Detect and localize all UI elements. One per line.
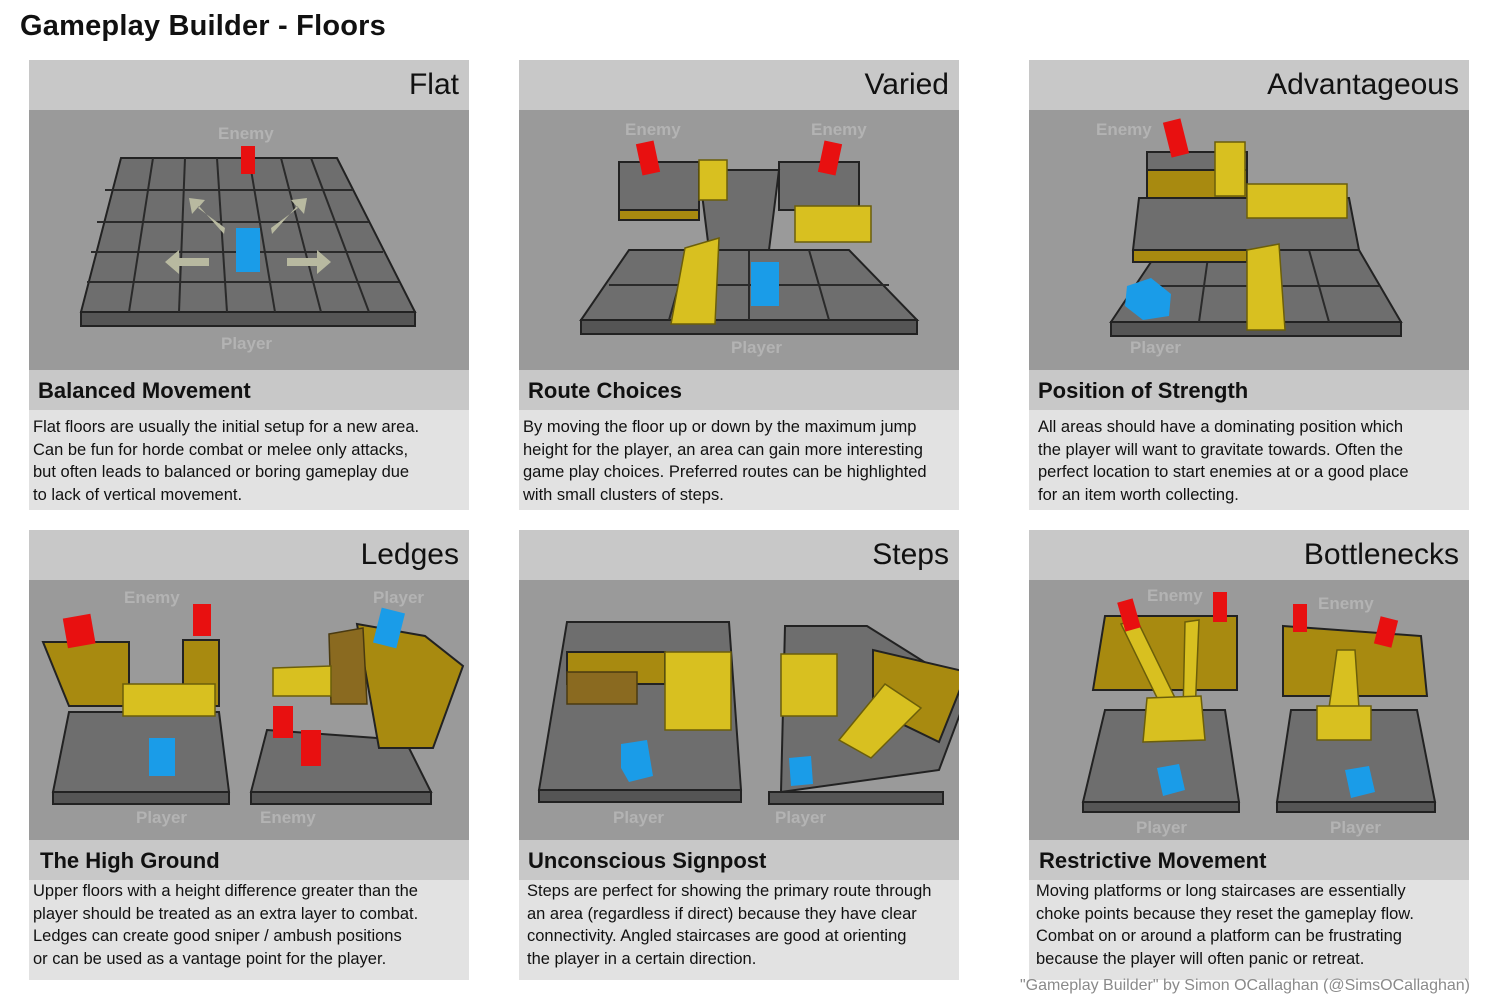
floor-edge [81,312,415,326]
label-enemy: Enemy [1318,594,1374,613]
player-marker [149,738,175,776]
player-marker [236,228,260,272]
steps-floor-diagram [519,580,959,840]
stairs-lower [1247,244,1285,330]
description-line: connectivity. Angled staircases are good at orienting [527,927,907,945]
scene-ledges [29,580,469,840]
description-line: Can be fun for horde combat or melee only attacks, [33,440,409,459]
label-enemy: Enemy [811,120,867,139]
subheading-text: Unconscious Signpost [528,848,767,873]
label-player: Player [1130,338,1182,357]
stairs-ledge [273,666,331,696]
label-player: Player [731,338,783,357]
description-line: with small clusters of steps. [523,485,724,504]
description-line: the player in a certain direction. [527,949,757,968]
description [523,416,957,506]
description [33,416,467,506]
description [1038,416,1467,506]
card-header [1029,530,1469,580]
description-line: Flat floors are usually the initial setup for a new area. [33,418,420,436]
label-player: Player [373,588,425,607]
stairs-brown [329,628,367,704]
subheading [519,840,959,880]
card-title: Ledges [360,538,459,571]
card-header [29,60,469,110]
label-enemy: Enemy [124,588,180,607]
left-floor [53,712,229,792]
subheading-text: Balanced Movement [38,378,251,403]
player-marker [751,262,779,306]
label-enemy: Enemy [1147,586,1203,605]
scene-bottlenecks [1029,580,1469,840]
description-line: Upper floors with a height difference greater than the [33,882,418,900]
block-face [619,210,699,220]
label-player: Player [775,808,827,827]
label-enemy: Enemy [260,808,316,827]
card-header [519,60,959,110]
label-player: Player [136,808,188,827]
subheading-text: The High Ground [40,848,220,873]
scene-steps [519,580,959,840]
stairs-right [1247,184,1347,218]
player-marker [789,756,813,786]
card-title: Steps [872,538,949,571]
description-line: for an item worth collecting. [1038,485,1239,504]
floor-edge [581,320,917,334]
stairs-main [665,652,731,730]
enemy-marker [301,730,321,766]
bottlenecks-floor-diagram [1029,580,1469,840]
stairs-base [1143,696,1205,742]
description-line: perfect location to start enemies at or a good place [1038,463,1409,481]
block-face [1133,250,1247,262]
description-line: Combat on or around a platform can be frustrating [1036,927,1402,945]
description [527,880,957,970]
varied-floor-diagram [519,110,959,370]
stairs-bridge [123,684,215,716]
ledge-left [43,642,129,706]
credit-line: "Gameplay Builder" by Simon OCallaghan (@SimsOCallaghan) [1019,977,1470,994]
subheading [29,370,469,410]
card-title: Varied [864,68,949,101]
subheading [1029,840,1469,880]
floor-edge [769,792,943,804]
stairs-brown [567,672,637,704]
label-enemy: Enemy [625,120,681,139]
stairs-base [1317,706,1371,740]
card-flat [29,60,469,510]
description-line: height for the player, an area can gain more interesting [523,440,923,459]
card-ledges [29,530,469,980]
description [33,880,467,970]
page-title: Gameplay Builder - Floors [20,10,386,42]
flat-floor-diagram [29,110,469,370]
card-steps [519,530,959,980]
description-line: an area (regardless if direct) because they have clear [527,904,917,923]
description-line: player should be treated as an extra layer to combat. [33,904,419,923]
subheading-text: Position of Strength [1038,378,1249,403]
description-line: All areas should have a dominating position which [1038,418,1404,436]
label-player: Player [1136,818,1188,837]
floor-edge [53,792,229,804]
card-varied [519,60,959,510]
description-line: because the player will often panic or retreat. [1036,949,1365,968]
label-enemy: Enemy [1096,120,1152,139]
stairs-upper-left [699,160,727,200]
high-block [357,624,463,748]
label-enemy: Enemy [218,124,274,143]
description [1036,880,1467,970]
ledges-floor-diagram [29,580,469,840]
subheading [29,840,469,880]
card-title: Bottlenecks [1303,538,1459,571]
subheading-text: Restrictive Movement [1039,848,1267,873]
label-player: Player [1330,818,1382,837]
enemy-marker [63,614,96,648]
card-header [29,530,469,580]
description-line: Moving platforms or long staircases are essentially [1036,882,1406,900]
description-line: choke points because they reset the gameplay flow. [1036,904,1414,923]
enemy-marker [1293,604,1307,632]
floor-edge [251,792,431,804]
subheading [519,370,959,410]
description-line: game play choices. Preferred routes can be highlighted [523,463,927,481]
label-player: Player [221,334,273,353]
label-player: Player [613,808,665,827]
stairs-right [795,206,871,242]
card-header [519,530,959,580]
enemy-marker [241,146,255,174]
card-title: Flat [408,68,459,101]
card-header [1029,60,1469,110]
card-bottlenecks [1029,530,1469,980]
description-line: Steps are perfect for showing the primary route through [527,882,932,900]
floor-edge [1083,802,1239,812]
advantageous-floor-diagram [1029,110,1469,370]
stairs-vertical [781,654,837,716]
enemy-marker [273,706,293,738]
scene-advantageous [1029,110,1469,370]
card-advantageous [1029,60,1469,510]
subheading [1029,370,1469,410]
enemy-marker [1213,592,1227,622]
scene-varied [519,110,959,370]
description-line: to lack of vertical movement. [33,485,243,504]
description-line: By moving the floor up or down by the maximum jump [523,418,917,436]
description-line: the player will want to gravitate towards. Often the [1038,440,1404,459]
card-title: Advantageous [1267,68,1459,101]
description-line: or can be used as a vantage point for the player. [33,949,387,968]
description-line: but often leads to balanced or boring gameplay due [33,463,410,481]
scene-flat [29,110,469,370]
subheading-text: Route Choices [528,378,683,403]
enemy-marker [193,604,211,636]
floor-edge [539,790,741,802]
floor-edge [1277,802,1435,812]
description-line: Ledges can create good sniper / ambush positions [33,927,402,945]
stairs-top [1215,142,1245,196]
